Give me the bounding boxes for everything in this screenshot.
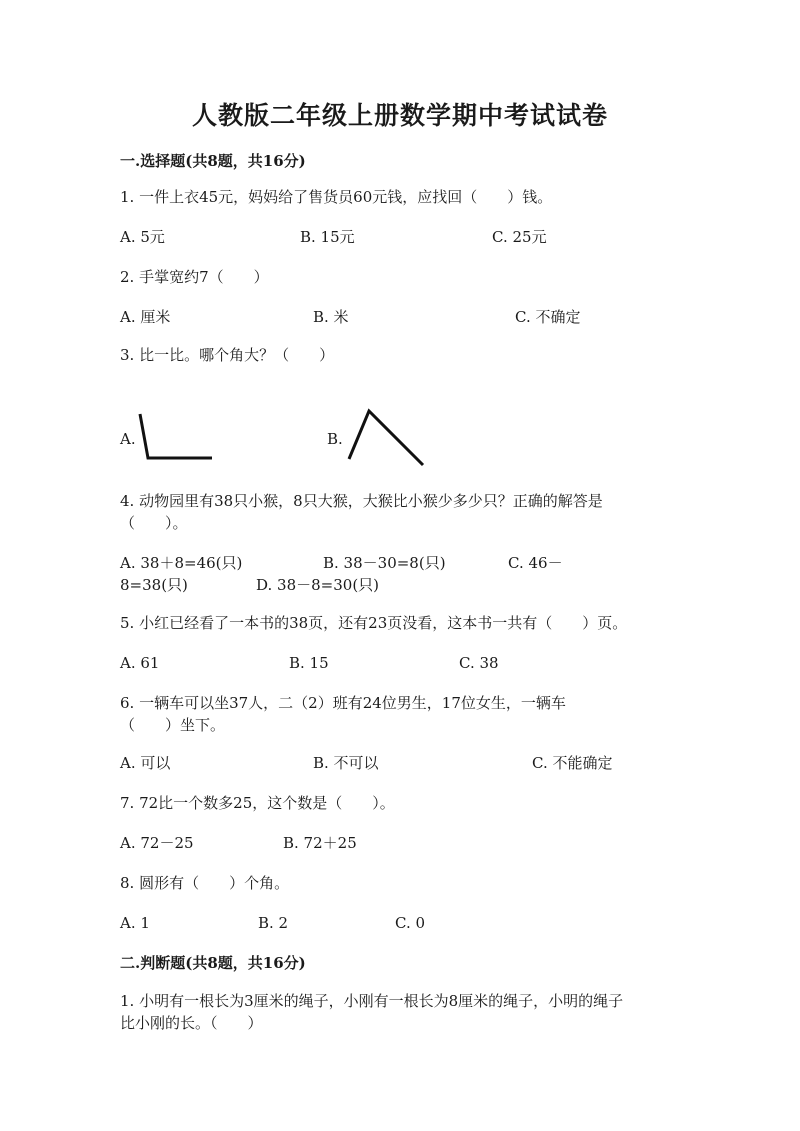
question-6-text-line1: 6. 一辆车可以坐37人，二（2）班有24位男生，17位女生，一辆车 <box>120 694 566 712</box>
question-4-option-c-cont: 8=38(只) <box>120 576 188 594</box>
question-1-option-b: B. 15元 <box>300 228 355 246</box>
question-6-text-line2: （ ）坐下。 <box>120 716 226 734</box>
angle-b-figure <box>345 405 427 469</box>
question-1-option-a: A. 5元 <box>120 228 165 246</box>
question-6-option-a: A. 可以 <box>120 754 171 772</box>
question-7-option-b: B. 72＋25 <box>283 834 357 852</box>
question-3-text: 3. 比一比。哪个角大？（ ） <box>120 346 335 364</box>
question-7-text: 7. 72比一个数多25，这个数是（ ）。 <box>120 794 395 812</box>
tf-question-1-text-line2: 比小刚的长。（ ） <box>120 1014 263 1032</box>
section-heading-choice: 一.选择题(共8题，共16分) <box>120 152 306 170</box>
question-2-option-c: C. 不确定 <box>515 308 581 326</box>
question-3-option-b-label: B. <box>327 430 343 448</box>
question-8-option-c: C. 0 <box>395 914 426 932</box>
question-7-option-a: A. 72－25 <box>120 834 194 852</box>
tf-question-1-text-line1: 1. 小明有一根长为3厘米的绳子，小刚有一根长为8厘米的绳子，小明的绳子 <box>120 992 624 1010</box>
question-4-text-line2: （ ）。 <box>120 514 188 532</box>
question-4-option-a: A. 38＋8=46(只) <box>120 554 243 572</box>
question-3-option-a-label: A. <box>120 430 136 448</box>
question-4-text-line1: 4. 动物园里有38只小猴，8只大猴，大猴比小猴少多少只？正确的解答是 <box>120 492 603 510</box>
question-5-option-a: A. 61 <box>120 654 160 672</box>
question-1-text: 1. 一件上衣45元，妈妈给了售货员60元钱，应找回（ ）钱。 <box>120 188 553 206</box>
question-6-option-b: B. 不可以 <box>313 754 379 772</box>
question-2-text: 2. 手掌宽约7（ ） <box>120 268 269 286</box>
question-1-option-c: C. 25元 <box>492 228 547 246</box>
angle-a-figure <box>136 410 216 464</box>
section-heading-true-false: 二.判断题(共8题，共16分) <box>120 954 306 972</box>
question-5-option-c: C. 38 <box>459 654 499 672</box>
question-8-option-b: B. 2 <box>258 914 289 932</box>
question-4-option-c: C. 46－ <box>508 554 563 572</box>
question-2-option-b: B. 米 <box>313 308 349 326</box>
question-4-option-d: D. 38－8=30(只) <box>256 576 380 594</box>
question-8-option-a: A. 1 <box>120 914 150 932</box>
question-5-text: 5. 小红已经看了一本书的38页，还有23页没看，这本书一共有（ ）页。 <box>120 614 628 632</box>
question-5-option-b: B. 15 <box>289 654 329 672</box>
question-2-option-a: A. 厘米 <box>120 308 171 326</box>
question-6-option-c: C. 不能确定 <box>532 754 613 772</box>
question-8-text: 8. 圆形有（ ）个角。 <box>120 874 290 892</box>
page-title: 人教版二年级上册数学期中考试试卷 <box>191 101 608 130</box>
question-4-option-b: B. 38－30=8(只) <box>323 554 446 572</box>
